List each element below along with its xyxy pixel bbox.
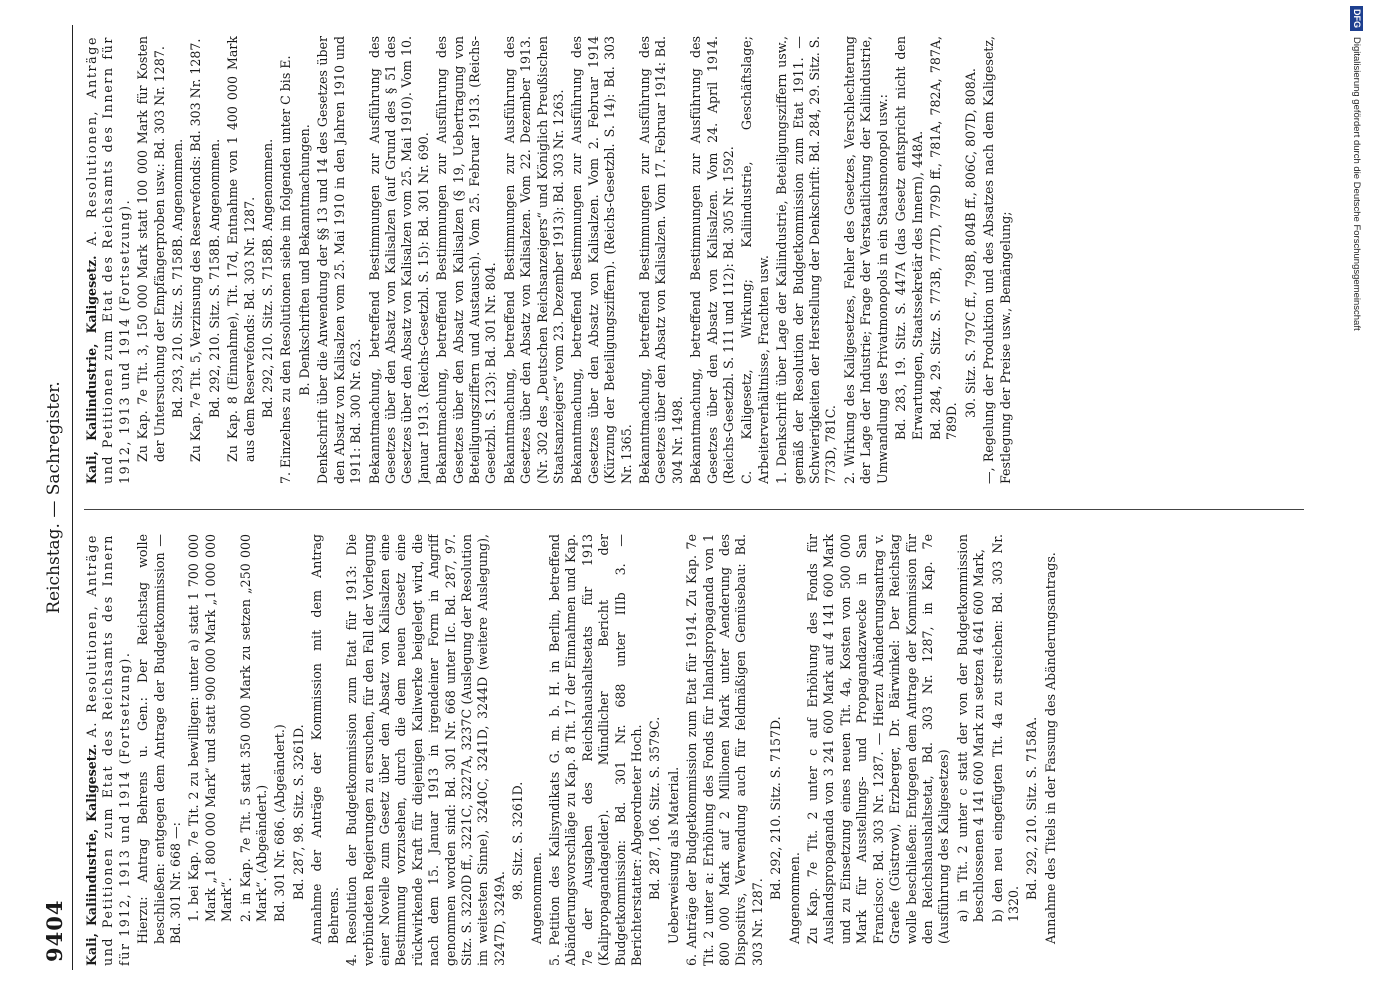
- index-entry: Bekanntmachung, betreffend Bestimmungen zur Ausführung des Gesetzes über den Absatz von Kalisalzen (auf Grund des § 51 des Gesetzes über den Absatz von Kalisalzen vom 25. Mai 1910). Vom 10. Januar 1913. (Reichs-Gesetzbl. S. 15): Bd. 301 Nr. 690.: [366, 36, 431, 484]
- index-entry: Bd. 283, 19. Sitz. S. 447A (das Gesetz entspricht nicht den Erwartungen, Staatssekretär des Innern), 448A.: [893, 36, 925, 440]
- index-entry: Zu Kap. 7e Tit. 3, 150 000 Mark statt 100 000 Mark für Kosten der Untersuchung der Empfängerproben usw.: Bd. 303 Nr. 1287.: [135, 36, 167, 462]
- right-column-heading: [84, 36, 133, 484]
- index-entry: Angenommen.: [786, 852, 802, 944]
- index-entry: 30. Sitz. S. 797C ff., 798B, 804B ff., 806C, 807D, 808A.: [962, 68, 978, 418]
- index-entry: Zu Kap. 8 (Einnahme), Tit. 17d, Entnahme von 1 400 000 Mark aus dem Reservefonds: Bd. 303 Nr. 1287.: [225, 36, 257, 462]
- index-entry: —, Regelung der Produktion und des Absatzes nach dem Kaligesetz, Festlegung der Preise usw., Bemängelung;: [981, 36, 1013, 484]
- index-entry: a) in Tit. 2 unter c statt der von der Budgetkommission beschlossenen 4 141 600 Mark zu setzen 4 641 600 Mark,: [954, 534, 987, 922]
- left-column: [84, 534, 1304, 966]
- index-entry: Bd. 287, 106. Sitz. S. 3579C.: [647, 716, 663, 900]
- index-entry: Denkschrift über die Anwendung der §§ 13 und 14 des Gesetzes über den Absatz von Kalisalzen vom 25. Mai 1910 in den Jahren 1910 und 1911: Bd. 300 Nr. 623.: [315, 36, 364, 484]
- index-entry: Zu Kap. 7e Tit. 5, Verzinsung des Reservefonds: Bd. 303 Nr. 1287.: [188, 38, 204, 462]
- index-entry: Zu Kap. 7e Tit. 2 unter c auf Erhöhung des Fonds für Auslandspropaganda von 3 241 600 Mark auf 4 141 600 Mark und zu Einsetzung eines neuen Tit. 4a, Kosten von 500 000 Mark für Ausstellungs- und Propagandazwecke in San Francisco: Bd. 303 Nr. 1287. — Hierzu Abänderungsantrag v. Graefe (Güstrow), Erzberger, Dr. Bärwinkel: Der Reichstag wolle beschließen: Entgegen dem Antrage der Kommission für den Reichshaushaltsetat, Bd. 303 Nr. 1287, in Kap. 7e (Ausführung des Kaligesetzes): [805, 534, 952, 944]
- index-entry: Bekanntmachung, betreffend Bestimmungen zur Ausführung des Gesetzes über den Absatz von Kalisalzen. Vom 2. Februar 1914 (Kürzung der Beteiligungsziffern). (Reichs-Gesetzbl. S. 14): Bd. 303 Nr. 1365.: [569, 36, 634, 484]
- index-entry: 7. Einzelnes zu den Resolutionen siehe im folgenden unter C bis E.: [278, 55, 294, 484]
- index-entry: Bekanntmachung, betreffend Bestimmungen zur Ausführung des Gesetzes über den Absatz von Kalisalzen. Vom 17. Februar 1914: Bd. 304 Nr. 1498.: [637, 36, 685, 484]
- index-entry: Bd. 284, 29. Sitz. S. 773B, 777D, 779D ff., 781A, 782A, 787A, 789D.: [927, 36, 960, 440]
- index-entry: b) den neu eingefügten Tit. 4a zu streichen: Bd. 303 Nr. 1320.: [989, 534, 1021, 922]
- index-entry: Annahme des Titels in der Fassung des Abänderungsantrags.: [1042, 552, 1058, 944]
- right-column: [84, 36, 1304, 484]
- index-entry: C. Kaligesetz, Wirkung; Kaliindustrie, Geschäftslage; Arbeiterverhältnisse, Frachten usw.: [739, 36, 771, 484]
- page-number: 9404: [42, 899, 67, 962]
- index-entry: 2. Wirkung des Kaligesetzes, Fehler des Gesetzes, Verschlechterung der Lage der Industrie; Frage der Verstaatlichung der Kaliindustrie, Umwandlung des Privatmonopols in ein Staatsmonopol usw.:: [841, 36, 890, 484]
- right-heading-text: A. Resolutionen, Anträge und Petitionen zum Etat des Reichsamts des Innern für 1912, 1913 und 1914 (Fortsetzung).: [84, 36, 132, 484]
- index-entry: Hierzu: Antrag Behrens u. Gen.: Der Reichstag wolle beschließen: entgegen dem Antrage der Budgetkommission — Bd. 301 Nr. 668 —:: [135, 534, 184, 944]
- index-entry: Angenommen.: [528, 852, 544, 944]
- index-entry: Bd. 292, 210. Sitz. S. 7158B. Angenommen.: [260, 138, 276, 418]
- right-heading-bold: Kali, Kaliindustrie, Kaligesetz.: [84, 255, 99, 484]
- index-entry: 1. bei Kap. 7e Tit. 2 zu bewilligen: unter a) statt 1 700 000 Mark „1 800 000 Mark“ und statt 900 000 Mark „1 000 000 Mark“.: [186, 534, 235, 922]
- page-header: [38, 25, 73, 970]
- index-entry: Bd. 292, 210. Sitz. S. 7158B. Angenommen.: [206, 138, 222, 418]
- left-entries: [135, 534, 1059, 966]
- index-entry: Ueberweisung als Material.: [665, 766, 681, 944]
- index-entry: Bd. 292, 210. Sitz. S. 7157D.: [768, 716, 784, 900]
- index-entry: 5. Petition des Kalisyndikats G. m. b. H. in Berlin, betreffend Abänderungsvorschläge zu Kap. 8 Tit. 17 der Einnahmen und Kap. 7e der Ausgaben des Reichshaushaltsetats für 1913 (Kalipropagandagelder). Mündlicher Bericht der Budgetkommission: Bd. 301 Nr. 688 unter IIIb 3. — Berichterstatter: Abgeordneter Hoch.: [546, 534, 644, 966]
- index-entry: Bd. 287, 98. Sitz. S. 3261D.: [290, 724, 306, 900]
- index-entry: 2. in Kap. 7e Tit. 5 statt 350 000 Mark zu setzen „250 000 Mark“. (Abgeändert.): [237, 534, 270, 922]
- left-heading-bold: Kali, Kaliindustrie, Kaligesetz.: [84, 743, 99, 966]
- index-entry: 6. Anträge der Budgetkommission zum Etat für 1914. Zu Kap. 7e Tit. 2 unter a: Erhöhung des Fonds für Inlandspropaganda von 1 800 000 Mark auf 2 Millionen Mark unter Aenderung des Dispositivs, Verwendung auch für feldmäßigen Gemüsebau: Bd. 303 Nr. 1287.: [684, 534, 765, 966]
- dfg-logo: DFG: [1351, 6, 1364, 31]
- index-entry: Bekanntmachung, betreffend Bestimmungen zur Ausführung des Gesetzes über den Absatz von Kalisalzen (§ 19, Uebertragung von Beteiligungsziffern und Austausch). Vom 25. Februar 1913. (Reichs-Gesetzbl. S. 123): Bd. 301 Nr. 804.: [434, 36, 499, 484]
- digitization-credit: [1350, 6, 1364, 994]
- index-entry: Annahme der Anträge der Kommission mit dem Antrag Behrens.: [309, 534, 341, 944]
- index-entry: Bd. 293, 210. Sitz. S. 7158B. Angenommen.: [170, 138, 186, 418]
- right-entries: [135, 36, 1014, 484]
- credit-text: Digitalisierung gefördert durch die Deutsche Forschungsgemeinschaft: [1351, 37, 1363, 331]
- index-entry: 1. Denkschrift über Lage der Kaliindustrie, Beteiligungsziffern usw., gemäß der Resolution der Budgetkommission zum Etat 1911. — Schwierigkeiten der Herstellung der Denkschrift: Bd. 284, 29. Sitz. S. 773D, 781C.: [774, 36, 839, 484]
- index-entry: B. Denkschriften und Bekanntmachungen.: [296, 124, 312, 396]
- index-entry: Bekanntmachung, betreffend Bestimmungen zur Ausführung des Gesetzes über den Absatz von Kalisalzen. Vom 22. Dezember 1913. (Nr. 302 des „Deutschen Reichsanzeigers“ und Königlich Preußischen Staatsanzeigers“ vom 23. Dezember 1913): Bd. 303 Nr. 1263.: [501, 36, 566, 484]
- index-entry: Bd. 292, 210. Sitz. S. 7158A.: [1024, 716, 1040, 900]
- running-title: Reichstag. — Sachregister.: [44, 381, 64, 614]
- index-entry: Bekanntmachung, betreffend Bestimmungen zur Ausführung des Gesetzes über den Absatz von Kalisalzen. Vom 24. April 1914. (Reichs-Gesetzbl. S. 111 und 112): Bd. 305 Nr. 1592.: [688, 36, 737, 484]
- left-column-heading: [84, 534, 133, 966]
- column-divider: [84, 509, 1304, 510]
- index-entry: 4. Resolution der Budgetkommission zum Etat für 1913: Die verbündeten Regierungen zu ersuchen, für den Fall der Vorlegung einer Novelle zum Gesetz über den Absatz von Kalisalzen eine Bestimmung vorzusehen, durch die dem neuen Gesetz eine rückwirkende Kraft für diejenigen Kaliwerke beigelegt wird, die nach dem 15. Januar 1913 in irgendeiner Form in Angriff genommen worden sind: Bd. 301 Nr. 668 unter IIc. Bd. 287, 97. Sitz. S. 3220D ff., 3221C, 3227A, 3237C (Auslegung der Resolution im weitesten Sinne), 3240C, 3241D, 3244D (weitere Auslegung), 3247D, 3249A.: [344, 534, 507, 966]
- index-entry: 98. Sitz. S. 3261D.: [510, 781, 526, 900]
- left-heading-text: A. Resolutionen, Anträge und Petitionen zum Etat des Reichsamts des Innern für 1912, 1913 und 1914 (Fortsetzung).: [84, 534, 132, 966]
- index-entry: Bd. 301 Nr. 686. (Abgeändert.): [272, 724, 288, 922]
